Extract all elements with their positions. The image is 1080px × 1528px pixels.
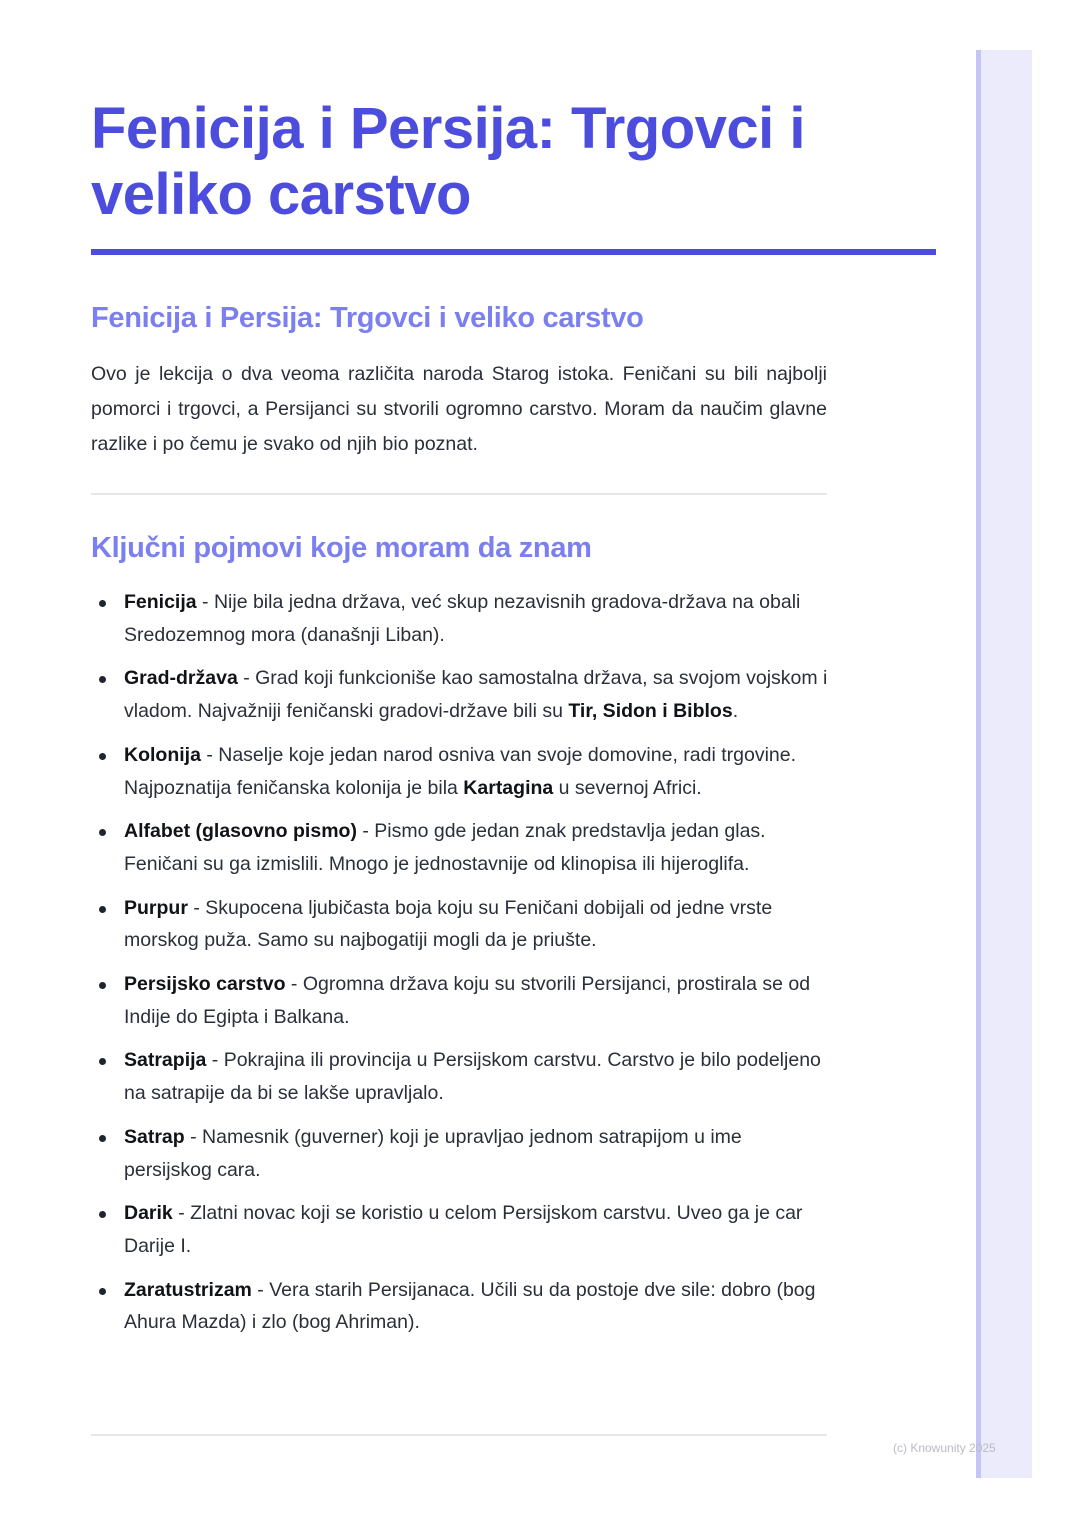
bullet-icon [99,906,106,913]
term-item [91,586,831,651]
term-keyword: Alfabet (glasovno pismo) [124,820,357,843]
term-item [91,892,831,957]
bullet-icon [99,1288,106,1295]
side-bar-decoration [976,50,1032,1478]
term-item [91,1044,831,1109]
term-text: - Ogromna država koju su stvorili Persijanci, prostirala se od Indije do Egipta i Balkana. [124,973,811,1028]
page-title: Fenicija i Persija: Trgovci i veliko carstvo [91,96,806,227]
term-item [91,662,831,727]
term-keyword: Persijsko carstvo [124,973,286,996]
term-text: - Naselje koje jedan narod osniva van svoje domovine, radi trgovine. Najpoznatija feničanska kolonija je bila [124,743,797,799]
term-text: . [732,700,739,723]
term-item [91,1197,831,1262]
term-text: - Pokrajina ili provincija u Persijskom carstvu. Carstvo je bilo podeljeno na satrapije da bi se lakše upravljalo. [124,1049,821,1105]
term-text: - Vera starih Persijanaca. Učili su da postoje dve sile: dobro (bog Ahura Mazda) i zlo (bog Ahriman). [124,1278,816,1334]
term-keyword: Purpur [124,896,188,919]
term-keyword: Kartagina [463,776,554,799]
term-keyword: Fenicija [124,591,197,613]
term-text: - Grad koji funkcioniše kao samostalna država, sa svojom vojskom i vladom. Najvažniji feničanski gradovi-države bili su [124,667,828,723]
term-text: - Pismo gde jedan znak predstavlja jedan glas. Feničani su ga izmislili. Mnogo je jednostavnije od klinopisa ili hijeroglifa. [124,820,766,875]
term-keyword: Kolonija [124,743,201,766]
terms-heading: Ključni pojmovi koje moram da znam [91,532,592,564]
term-keyword: Zaratustrizam [124,1278,252,1301]
key-terms-list [91,586,831,1350]
intro-heading: Fenicija i Persija: Trgovci i veliko carstvo [91,302,644,334]
term-text: u severnoj Africi. [553,776,702,799]
section-divider [91,493,827,495]
term-keyword: Grad-država [124,667,238,690]
term-text: - Nije bila jedna država, već skup nezavisnih gradova-država na obali Sredozemnog mora (današnji Liban). [124,591,801,646]
bullet-icon [99,829,106,836]
term-item [91,739,831,804]
term-keyword: Satrap [124,1125,185,1148]
term-item [91,1121,831,1186]
copyright-footer: (c) Knowunity 2025 [893,1441,996,1455]
intro-paragraph: Ovo je lekcija o dva veoma različita naroda Starog istoka. Feničani su bili najbolji pomorci i trgovci, a Persijanci su stvorili ogromno carstvo. Moram da naučim glavne razlike i po čemu je svako od njih bio poznat. [91,363,827,455]
bullet-icon [99,1058,106,1065]
term-keyword: Satrapija [124,1049,207,1072]
term-keyword: Tir, Sidon i Biblos [568,700,733,723]
term-text: - Skupocena ljubičasta boja koju su Feničani dobijali od jedne vrste morskog puža. Samo su najbogatiji mogli da je priušte. [124,896,773,952]
term-item [91,968,831,1033]
bullet-icon [99,1211,106,1218]
bullet-icon [99,982,106,989]
term-item [91,815,831,880]
term-keyword: Darik [124,1202,173,1225]
term-text: - Namesnik (guverner) koji je upravljao jednom satrapijom u ime persijskog cara. [124,1125,742,1181]
bullet-icon [99,676,106,683]
bottom-divider [91,1434,827,1436]
bullet-icon [99,1135,106,1142]
bullet-icon [99,753,106,760]
term-text: - Zlatni novac koji se koristio u celom Persijskom carstvu. Uveo ga je car Darije I. [124,1202,803,1257]
bullet-icon [99,600,106,607]
title-underline [91,249,936,255]
term-item [91,1274,831,1339]
